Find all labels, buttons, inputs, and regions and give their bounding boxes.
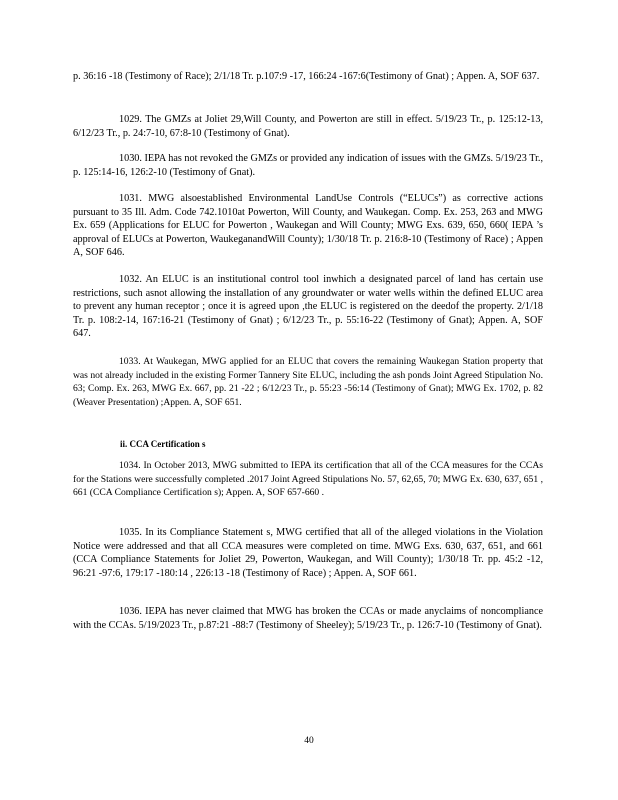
page-number: 40 — [304, 736, 314, 746]
paragraph-continuation: p. 36:16 -18 (Testimony of Race); 2/1/18 Tr. p.107:9 -17, 166:24 -167:6(Testimony of Gnat) ; Appen. A, SOF 637. — [73, 71, 540, 82]
paragraph-1036: 1036. IEPA has never claimed that MWG has broken the CCAs or made anyclaims of noncompliance with the CCAs. 5/19/2023 Tr., p.87:21 -88:7 (Testimony of Sheeley); 5/19/23 Tr., p. 126:7-10 (Testimony of Gnat). — [73, 606, 543, 631]
paragraph-1035: 1035. In its Compliance Statement s, MWG certified that all of the alleged violations in the Violation Notice were addressed and that all CCA measures were completed on time. MWG Exs. 630, 637, 651, and 661 (CCA Compliance Statements for Joliet 29, Powerton, Waukegan, and Will County); 1/30/18 Tr. pp. 45:2 -12, 96:21 -97:6, 179:17 -180:14 , 226:13 -18 (Testimony of Race) ; Appen. A, SOF 661. — [73, 527, 543, 579]
paragraph-1033: 1033. At Waukegan, MWG applied for an ELUC that covers the remaining Waukegan Station property that was not already included in the existing Former Tannery Site ELUC, including the ash ponds Joint Agreed Stipulation No. 63; Comp. Ex. 263, MWG Ex. 667, pp. 21 -22 ; 6/12/23 Tr., p. 55:23 -56:14 (Testimony of Gnat); MWG Ex. 1702, p. 82 (Weaver Presentation) ;Appen. A, SOF 651. — [73, 356, 543, 408]
section-heading: ii. CCA Certification s — [120, 439, 206, 449]
paragraph-1031: 1031. MWG alsoestablished Environmental LandUse Controls (“ELUCs”) as corrective actions pursuant to 35 Ill. Adm. Code 742.1010at Powerton, Will County, and Waukegan. Comp. Ex. 253, 263 and MWG Ex. 659 (Applications for ELUC for Powerton , Waukegan and Will County; MWG Exs. 639, 650, 660( IEPA ’s approval of ELUCs at Powerton, WaukeganandWill County); 1/30/18 Tr. p. 216:8-10 (Testimony of Race) ; Appen A, SOF 646. — [73, 193, 543, 259]
paragraph-1030: 1030. IEPA has not revoked the GMZs or provided any indication of issues with the GMZs. 5/19/23 Tr., p. 125:14-16, 126:2-10 (Testimony of Gnat). — [73, 153, 543, 178]
paragraph-1034: 1034. In October 2013, MWG submitted to IEPA its certification that all of the CCA measures for the CCAs for the Stations were successfully completed .2017 Joint Agreed Stipulations No. 57, 62,65, 70; MWG Ex. 630, 637, 651 , 661 (CCA Compliance Certification s); Appen. A, SOF 657-660 . — [73, 460, 543, 499]
paragraph-1032: 1032. An ELUC is an institutional control tool inwhich a designated parcel of land has certain use restrictions, such asnot allowing the installation of any groundwater or water wells within the defined ELUC area to prevent any human receptor ; once it is agreed upon ,the ELUC is registered on the deedof the property. 2/1/18 Tr. p. 108:2-14, 167:16-21 (Testimony of Gnat) ; 6/12/23 Tr., p. 55:16-22 (Testimony of Gnat); Appen. A, SOF 647. — [73, 274, 543, 340]
paragraph-1029: 1029. The GMZs at Joliet 29,Will County, and Powerton are still in effect. 5/19/23 Tr., p. 125:12-13, 6/12/23 Tr., p. 24:7-10, 67:8-10 (Testimony of Gnat). — [73, 114, 543, 139]
